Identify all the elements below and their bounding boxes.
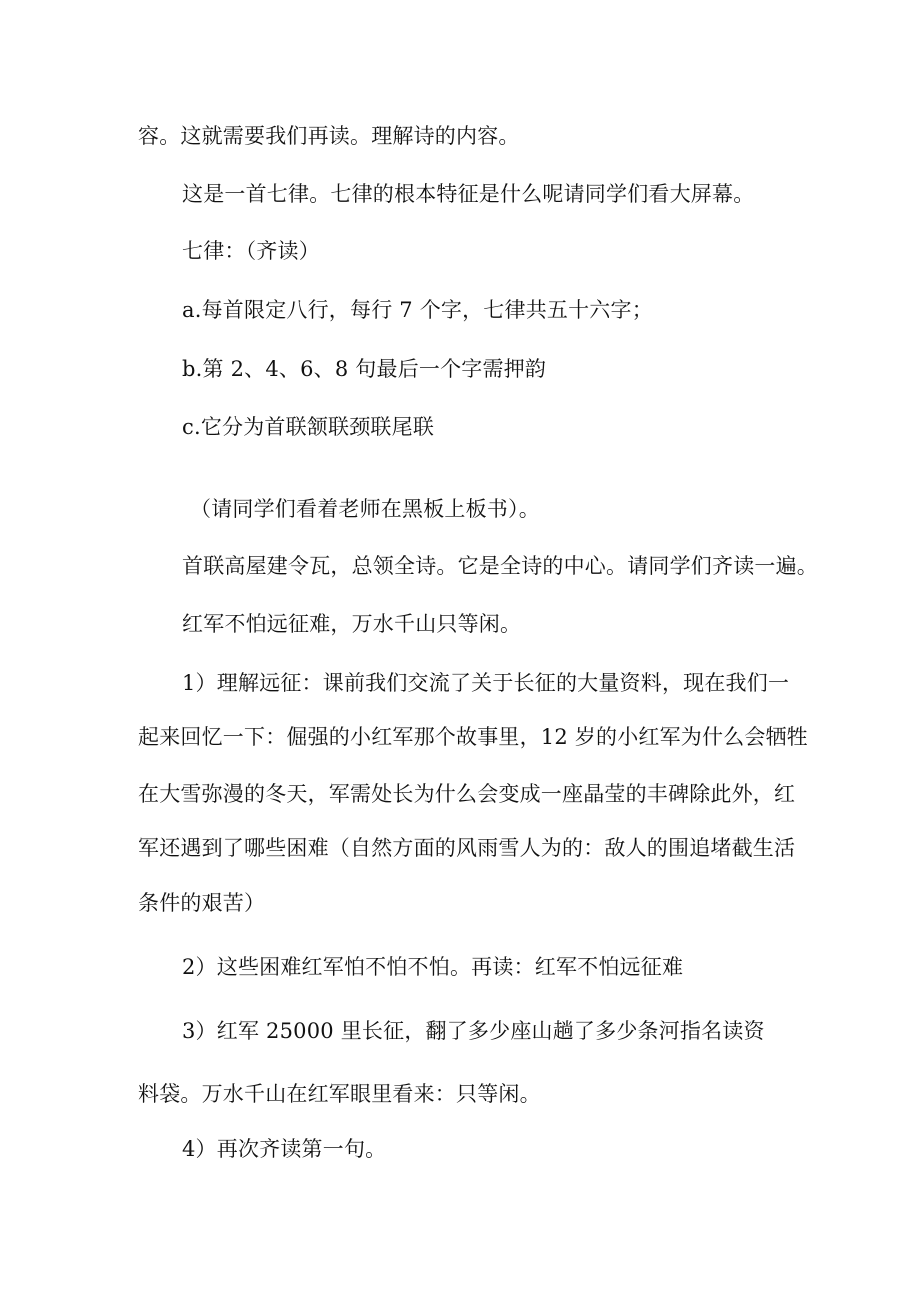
list-item-b: b.第 2、4、6、8 句最后一个字需押韵 xyxy=(182,357,547,381)
numbered-item-2: 2）这些困难红军怕不怕不怕。再读：红军不怕远征难 xyxy=(182,955,684,979)
list-item-a: a.每首限定八行，每行 7 个字，七律共五十六字； xyxy=(182,298,653,322)
numbered-item-4: 4）再次齐读第一句。 xyxy=(182,1137,387,1161)
text-line-8: 首联高屋建令瓦，总领全诗。它是全诗的中心。请同学们齐读一遍。 xyxy=(182,554,818,578)
text-line-1: 容。这就需要我们再读。理解诗的内容。 xyxy=(138,124,520,148)
text-line-7: （请同学们看着老师在黑板上板书）。 xyxy=(190,497,540,521)
numbered-item-3: 3）红军 25000 里长征，翻了多少座山趟了多少条河指名读资 xyxy=(182,1019,765,1043)
numbered-item-1-cont-1: 起来回忆一下：倔强的小红军那个故事里，12 岁的小红军为什么会牺牲 xyxy=(138,725,808,749)
numbered-item-1-cont-2: 在大雪弥漫的冬天，军需处长为什么会变成一座晶莹的丰碑除此外，红 xyxy=(138,782,796,806)
list-item-c: c.它分为首联颔联颈联尾联 xyxy=(182,415,435,439)
poem-line: 红军不怕远征难，万水千山只等闲。 xyxy=(182,612,522,636)
numbered-item-1-cont-4: 条件的艰苦） xyxy=(138,891,266,915)
numbered-item-1-cont-3: 军还遇到了哪些困难（自然方面的风雨雪人为的：敌人的围追堵截生活 xyxy=(138,836,796,860)
numbered-item-3-cont: 料袋。万水千山在红军眼里看来：只等闲。 xyxy=(138,1082,541,1106)
numbered-item-1: 1）理解远征：课前我们交流了关于长征的大量资料，现在我们一 xyxy=(182,671,790,695)
text-line-3: 七律：（齐读） xyxy=(182,239,320,263)
text-line-2: 这是一首七律。七律的根本特征是什么呢请同学们看大屏幕。 xyxy=(182,182,755,206)
